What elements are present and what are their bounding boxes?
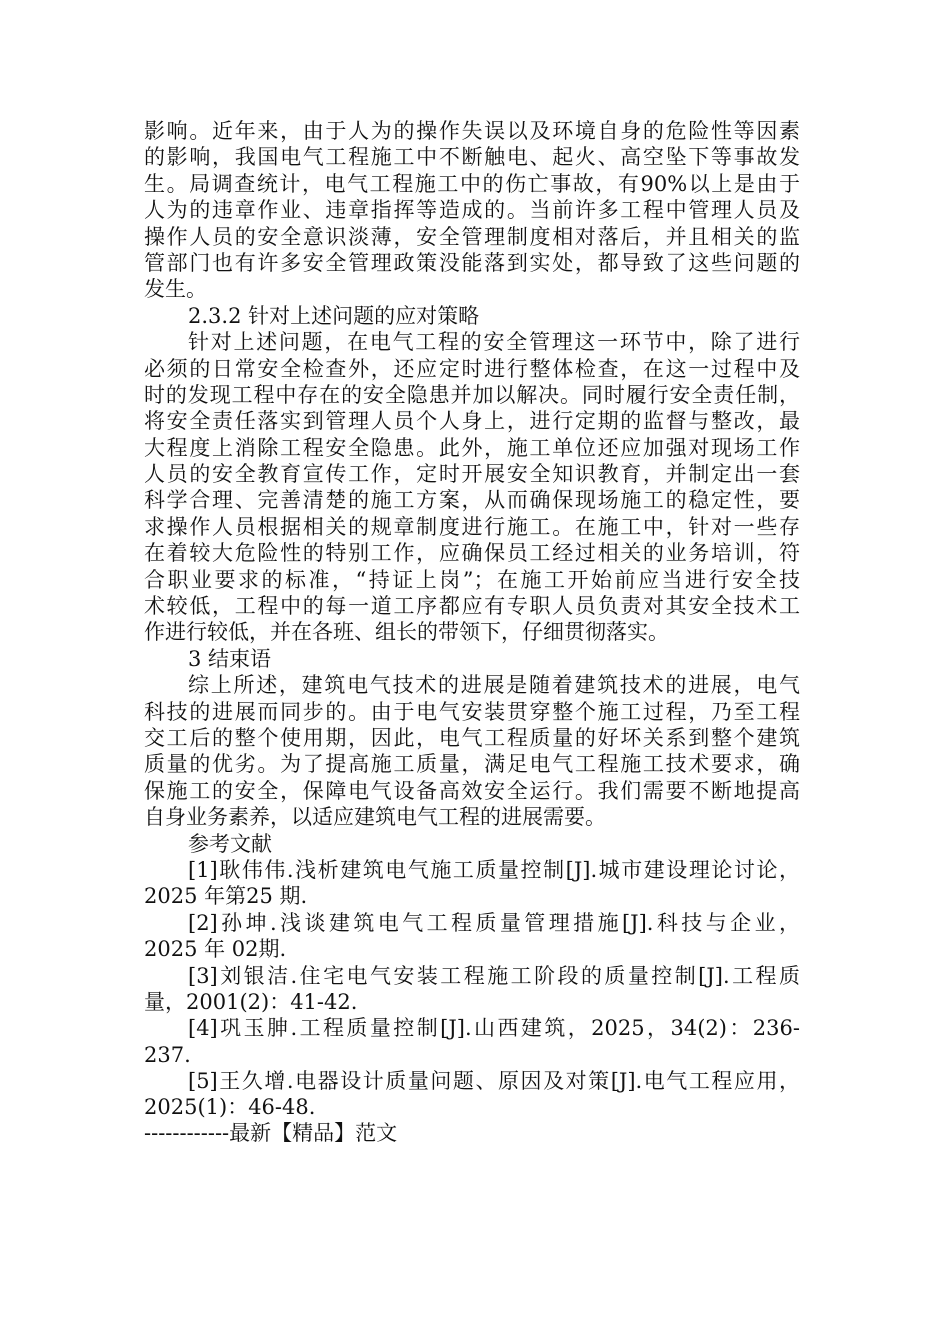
text-line: 作进行较低，并在各班、组长的带领下，仔细贯彻落实。 — [144, 620, 669, 645]
text-line: 时的发现工程中存在的安全隐患并加以解决。同时履行安全责任制， — [144, 382, 800, 407]
text-line: 术较低，工程中的每一道工序都应有专职人员负责对其安全技术工 — [144, 594, 800, 619]
text-line: 发生。 — [144, 277, 207, 302]
text-line: 影响。近年来，由于人为的操作失误以及环境自身的危险性等因素 — [144, 119, 800, 143]
text-line: 量，2001(2)：41-42. — [144, 989, 358, 1014]
text-line: 2.3.2 针对上述问题的应对策略 — [188, 303, 480, 328]
document-body — [144, 118, 800, 1121]
text-line: [2]孙坤.浅谈建筑电气工程质量管理措施[J].科技与企业， — [188, 910, 800, 935]
text-line: [1]耿伟伟.浅析建筑电气施工质量控制[J].城市建设理论讨论， — [188, 857, 800, 882]
footer-banner: ------------最新【精品】范文 — [144, 1121, 398, 1145]
text-line: 求操作人员根据相关的规章制度进行施工。在施工中，针对一些存 — [144, 514, 800, 539]
text-line: [4]巩玉胂.工程质量控制[J].山西建筑，2025，34(2)：236- — [188, 1016, 800, 1041]
text-line: 的影响，我国电气工程施工中不断触电、起火、高空坠下等事故发 — [144, 145, 800, 170]
text-line: 人员的安全教育宣传工作，定时开展安全知识教育，并制定出一套 — [144, 462, 800, 487]
text-line: 3 结束语 — [188, 646, 272, 671]
text-line: 质量的优劣。为了提高施工质量，满足电气工程施工技术要求，确 — [144, 752, 800, 777]
text-line: 2025 年 02期. — [144, 937, 287, 962]
text-line: 管部门也有许多安全管理政策没能落到实处，都导致了这些问题的 — [144, 250, 800, 275]
text-line: 生。局调查统计，电气工程施工中的伤亡事故，有90%以上是由于 — [144, 171, 800, 196]
text-line: 自身业务素养，以适应建筑电气工程的进展需要。 — [144, 805, 606, 830]
text-line: 针对上述问题，在电气工程的安全管理这一环节中，除了进行 — [188, 330, 800, 355]
text-line: 将安全责任落实到管理人员个人身上，进行定期的监督与整改，最 — [144, 409, 800, 434]
text-line: 人为的违章作业、违章指挥等造成的。当前许多工程中管理人员及 — [144, 198, 800, 223]
text-line: 科学合理、完善清楚的施工方案，从而确保现场施工的稳定性，要 — [144, 488, 800, 513]
text-line: 必须的日常安全检查外，还应定时进行整体检查，在这一过程中及 — [144, 356, 800, 381]
text-line: [3]刘银洁.住宅电气安装工程施工阶段的质量控制[J].工程质 — [188, 963, 800, 988]
text-line: 操作人员的安全意识淡薄，安全管理制度相对落后，并且相关的监 — [144, 224, 800, 249]
text-line: [5]王久增.电器设计质量问题、原因及对策[J].电气工程应用， — [188, 1069, 800, 1094]
text-line: 交工后的整个使用期，因此，电气工程质量的好坏关系到整个建筑 — [144, 725, 800, 750]
text-line: 2025 年第25 期. — [144, 884, 308, 909]
text-line: 大程度上消除工程安全隐患。此外，施工单位还应加强对现场工作 — [144, 435, 800, 460]
text-line: 在着较大危险性的特别工作，应确保员工经过相关的业务培训，符 — [144, 541, 800, 566]
text-line: 科技的进展而同步的。由于电气安装贯穿整个施工过程，乃至工程 — [144, 699, 800, 724]
text-line: 237. — [144, 1042, 191, 1067]
text-line: 合职业要求的标准，“持证上岗”；在施工开始前应当进行安全技 — [144, 567, 800, 592]
text-line: 保施工的安全，保障电气设备高效安全运行。我们需要不断地提高 — [144, 778, 800, 803]
text-line: 2025(1)：46-48. — [144, 1095, 316, 1120]
text-line: 参考文献 — [188, 831, 272, 856]
text-line: 综上所述，建筑电气技术的进展是随着建筑技术的进展，电气 — [188, 673, 800, 698]
